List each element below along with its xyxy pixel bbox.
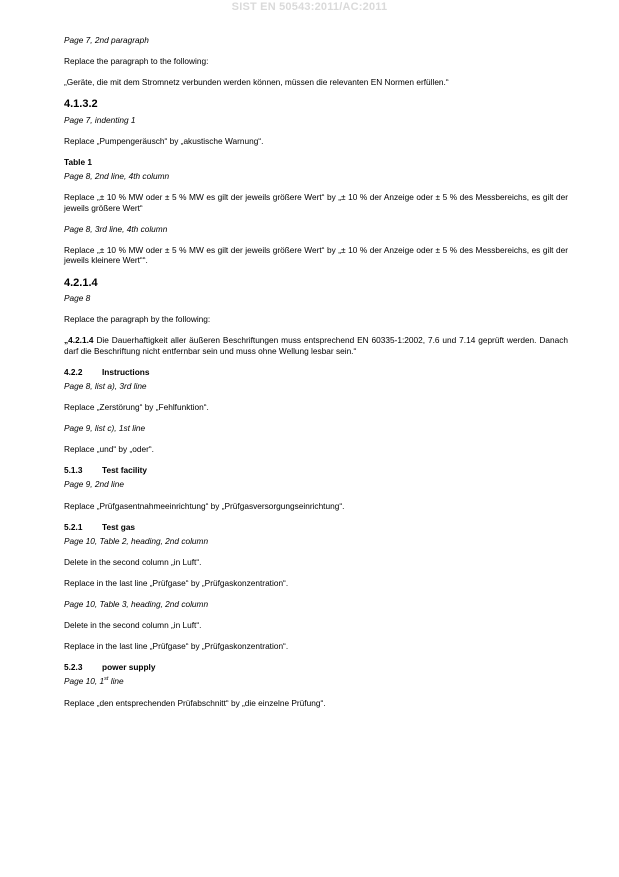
instruction-paragraph: Replace in the last line „Prüfgase“ by „Prüfgaskonzentration“. [64, 577, 289, 588]
instruction-paragraph: Replace „und“ by „oder“. [64, 444, 154, 455]
location-reference [64, 676, 568, 687]
location-reference: Page 7, indenting 1 [64, 114, 136, 125]
instruction-paragraph: Replace in the last line „Prüfgase“ by „Prüfgaskonzentration“. [64, 641, 289, 652]
subsection-title: power supply [102, 662, 156, 673]
subsection-number: 4.2.2 [64, 366, 83, 377]
instruction-paragraph: „Geräte, die mit dem Stromnetz verbunden werden können, müssen die relevanten EN Normen erfüllen.“ [64, 77, 449, 88]
subsection-title: Test facility [102, 465, 148, 476]
subsection-title: Test gas [102, 521, 136, 532]
subsection-heading [64, 522, 568, 533]
instruction-paragraph: Delete in the second column „in Luft“. [64, 556, 202, 567]
location-reference: Page 8, list a), 3rd line [64, 381, 147, 391]
location-text: line [108, 676, 124, 687]
instruction-paragraph: Replace „± 10 % MW oder ± 5 % MW es gilt der jeweils größere Wert“ by „± 10 % der Anzeige oder ± 5 % des Messbereichs, es gilt der jeweils kleinere Wert““. [64, 244, 568, 266]
instruction-paragraph: Replace „± 10 % MW oder ± 5 % MW es gilt der jeweils größere Wert“ by „± 10 % der Anzeige oder ± 5 % des Messbereichs, es gilt der jeweils größere Wert“ [64, 192, 568, 213]
subsection-heading [64, 367, 568, 378]
location-text: Page 10, 1 [64, 676, 105, 687]
location-reference: Page 8 [64, 293, 91, 304]
clause-number: „4.2.1.4 [64, 335, 94, 346]
location-reference: Page 10, Table 2, heading, 2nd column [64, 535, 209, 546]
subsection-number: 5.2.1 [64, 521, 83, 532]
instruction-paragraph: Replace „Pumpengeräusch“ by „akustische Warnung“. [64, 135, 264, 146]
location-reference: Page 9, 2nd line [64, 479, 124, 490]
location-reference: Page 8, 3rd line, 4th column [64, 223, 168, 234]
subsection-number: 5.1.3 [64, 465, 83, 476]
instruction-paragraph: Delete in the second column „in Luft“. [64, 620, 202, 631]
subsection-number: 5.2.3 [64, 662, 83, 673]
subsection-heading [64, 465, 568, 476]
instruction-paragraph: Replace „den entsprechenden Prüfabschnitt“ by „die einzelne Prüfung“. [64, 697, 326, 708]
clause-text: Die Dauerhaftigkeit aller äußeren Beschriftungen muss entsprechend EN 60335-1:2002, 7.6 und 7.14 geprüft werden. Danach darf die Beschriftung nicht entfernbar sein und muss ohne Wellung lesbar sein.“ [64, 335, 568, 356]
section-heading: 4.2.1.4 [64, 276, 98, 289]
section-heading: 4.1.3.2 [64, 98, 98, 111]
instruction-paragraph: Replace the paragraph by the following: [64, 314, 211, 325]
location-reference: Page 10, Table 3, heading, 2nd column [64, 599, 209, 610]
instruction-paragraph: Replace „Prüfgasentnahmeeinrichtung“ by „Prüfgasversorgungseinrichtung“. [64, 500, 345, 511]
instruction-paragraph: Replace the paragraph to the following: [64, 56, 209, 67]
subsection-title: Instructions [102, 366, 150, 377]
location-reference: Page 8, 2nd line, 4th column [64, 171, 170, 182]
table-heading: Table 1 [64, 157, 92, 168]
subsection-heading [64, 662, 568, 673]
location-reference: Page 7, 2nd paragraph [64, 35, 149, 45]
watermark: SIST EN 50543:2011/AC:2011 [231, 1, 388, 13]
instruction-paragraph: Replace „Zerstörung“ by „Fehlfunktion“. [64, 402, 209, 413]
ordinal-suffix: st [104, 676, 109, 683]
replacement-text-paragraph [64, 335, 568, 356]
document-page [64, 35, 568, 719]
location-reference: Page 9, list c), 1st line [64, 423, 146, 434]
